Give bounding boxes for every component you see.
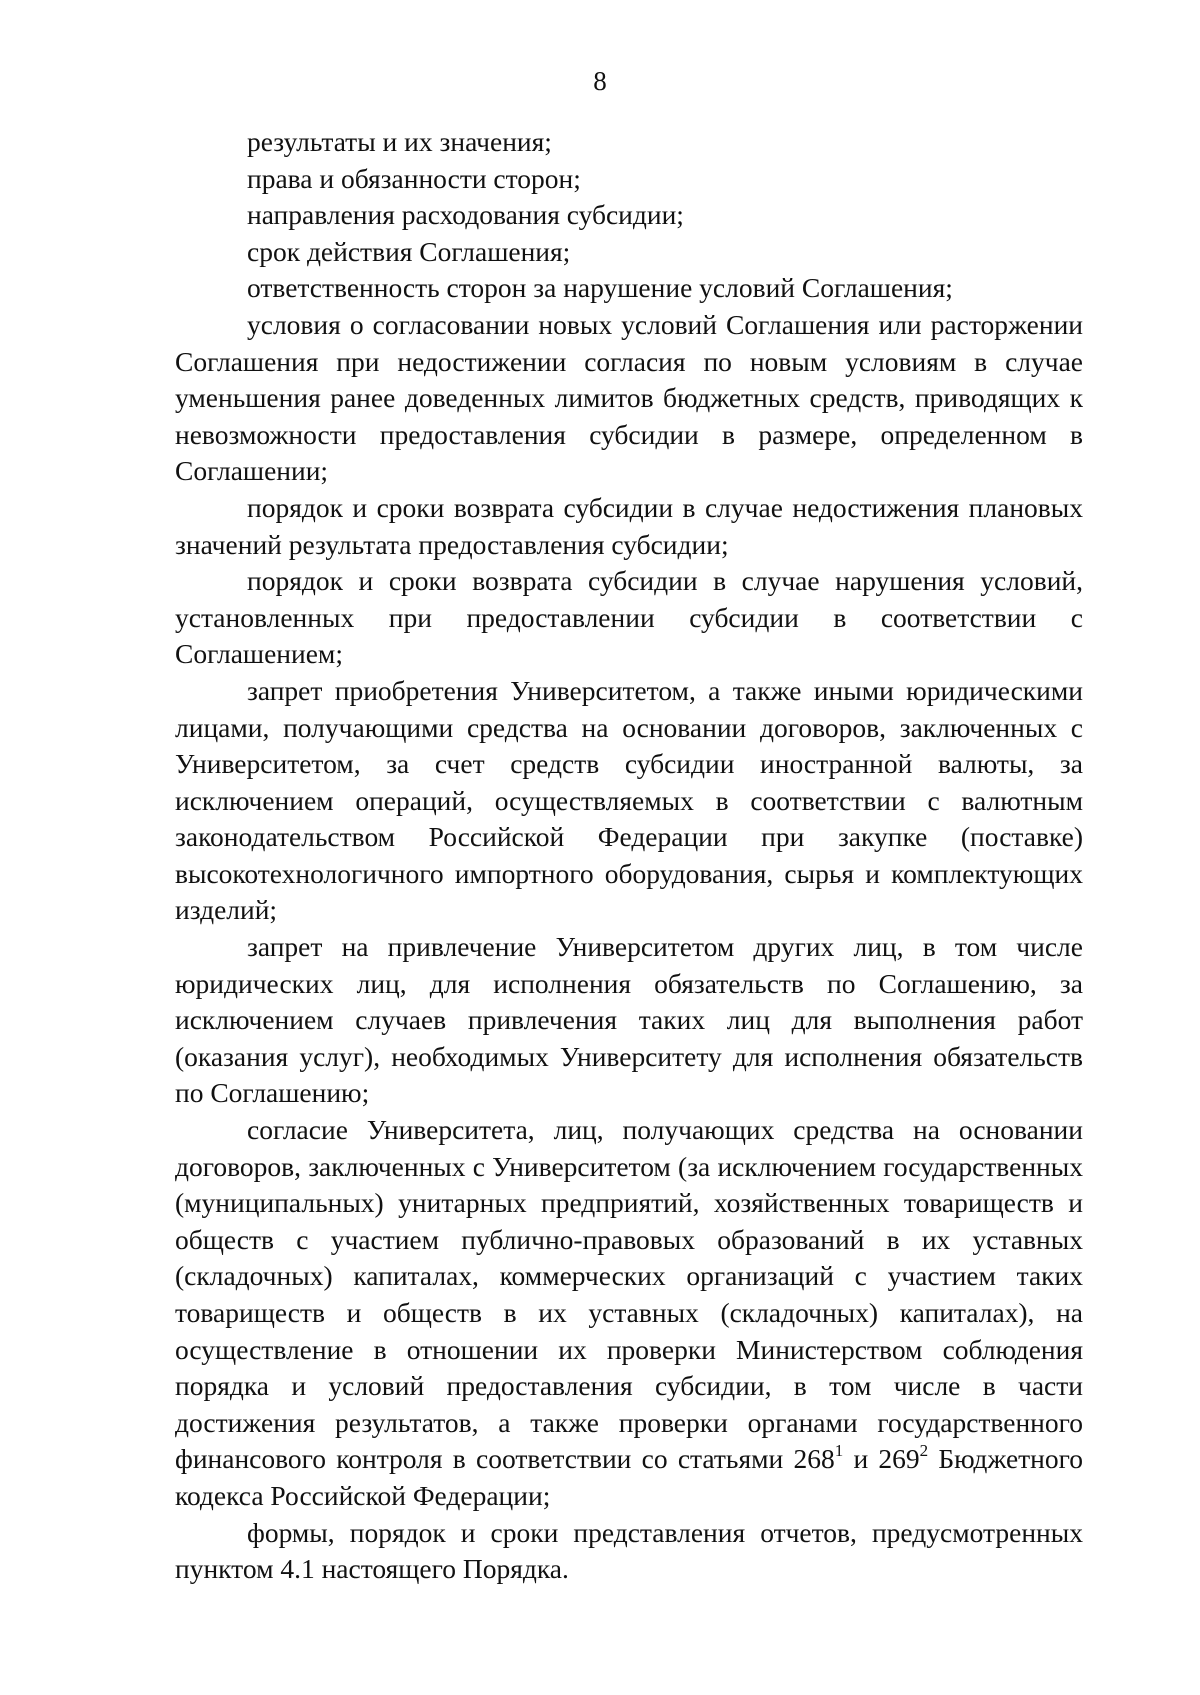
- paragraph-text: запрет на привлечение Университетом других лиц, в том числе юридических лиц, для исполнения обязательств по Соглашению, за исключением случаев привлечения таких лиц для выполнения работ (оказания услуг), необходимых Университету для исполнения обязательств по Соглашению;: [175, 931, 1083, 1109]
- paragraph-text: результаты и их значения;: [247, 126, 552, 157]
- document-body: [175, 124, 1083, 1588]
- paragraph-text: порядок и сроки возврата субсидии в случае недостижения плановых значений результата предоставления субсидии;: [175, 491, 1083, 560]
- paragraph-text: формы, порядок и сроки представления отчетов, предусмотренных пунктом 4.1 настоящего Порядка.: [175, 1516, 1083, 1585]
- paragraph-text: Бюджетного кодекса Российской Федерации;: [175, 1443, 1083, 1511]
- paragraph-liability: [175, 270, 1083, 307]
- paragraph-return-nonachievement: [175, 490, 1083, 563]
- paragraph-text: ответственность сторон за нарушение условий Соглашения;: [247, 272, 953, 304]
- superscript: 1: [834, 1441, 844, 1461]
- paragraph-third-parties-ban: [175, 929, 1083, 1112]
- paragraph-return-violation: [175, 563, 1083, 673]
- paragraph-spending-directions: [175, 197, 1083, 234]
- paragraph-text: условия о согласовании новых условий Соглашения или расторжении Соглашения при недостижении согласия по новым условиям в случае уменьшения ранее доведенных лимитов бюджетных средств, приводящих к невозможности предоставления субсидии в размере, определенном в Соглашении;: [175, 308, 1083, 487]
- paragraph-text: права и обязанности сторон;: [247, 162, 581, 194]
- paragraph-text: согласие Университета, лиц, получающих средства на основании договоров, заключенных с Университетом (за исключением государственных (муниципальных) унитарных предприятий, хозяйственных товариществ и обществ с участием публично-правовых образований в их уставных (складочных) капиталах, коммерческих организаций с участием таких товариществ и обществ в их уставных (складочных) капиталах), на осуществление в отношении их проверки Министерством соблюдения порядка и условий предоставления субсидии, в том числе в части достижения результатов, а также проверки органами государственного финансового контроля в соответствии со статьями 268: [175, 1114, 1083, 1475]
- superscript: 2: [919, 1441, 929, 1461]
- paragraph-term: [175, 234, 1083, 271]
- paragraph-rights: [175, 161, 1083, 198]
- paragraph-currency-ban: [175, 673, 1083, 929]
- paragraph-text: и 269: [843, 1443, 920, 1475]
- paragraph-report-forms: [175, 1515, 1083, 1588]
- paragraph-text: срок действия Соглашения;: [247, 235, 571, 267]
- paragraph-text: направления расходования субсидии;: [247, 199, 684, 231]
- paragraph-new-conditions: [175, 307, 1083, 490]
- paragraph-text: запрет приобретения Университетом, а также иными юридическими лицами, получающими средства на основании договоров, заключенных с Университетом, за счет средств субсидии иностранной валюты, за исключением операций, осуществляемых в соответствии с валютным законодательством Российской Федерации при закупке (поставке) высокотехнологичного импортного оборудования, сырья и комплектующих изделий;: [175, 674, 1083, 926]
- paragraph-text: порядок и сроки возврата субсидии в случае нарушения условий, установленных при предоставлении субсидии в соответствии с Соглашением;: [175, 565, 1083, 670]
- paragraph-inspection-consent: [175, 1112, 1083, 1515]
- paragraph-results: [175, 124, 1083, 161]
- page-number: 8: [593, 66, 607, 96]
